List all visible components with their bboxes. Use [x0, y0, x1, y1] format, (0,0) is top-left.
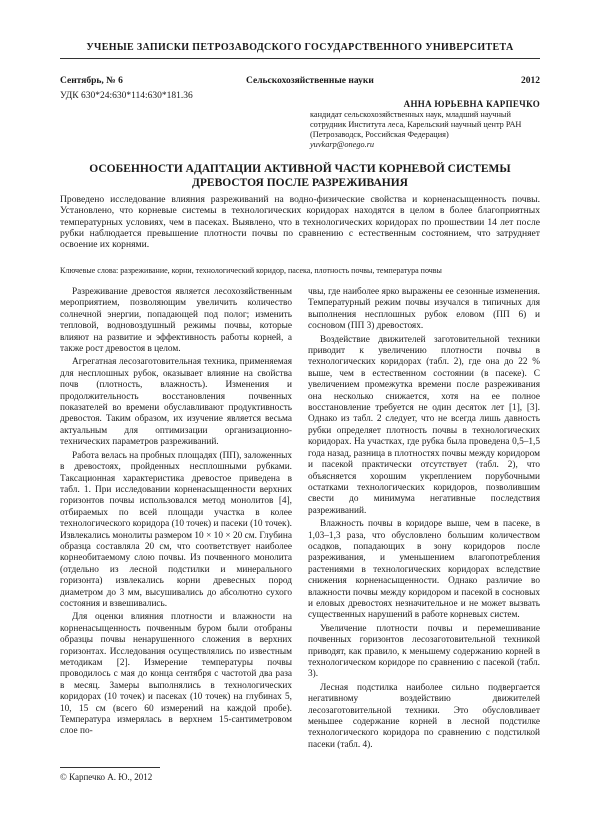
section-label: Сельскохозяйственные науки	[246, 76, 374, 86]
article-title: ОСОБЕННОСТИ АДАПТАЦИИ АКТИВНОЙ ЧАСТИ КОРНЕВОЙ СИСТЕМЫ ДРЕВОСТОЯ ПОСЛЕ РАЗРЕЖИВАНИЯ	[89, 163, 511, 189]
right-column	[308, 287, 540, 753]
paragraph: Разреживание древостоя является лесохозяйственным мероприятием, позволяющим увеличить количество солнечной энергии, попадающей под полог; изменить тепловой, водновоздушный режимы почвы, которые влияют на развитие и эффективность работы корней, а также рост древостоя в целом.	[60, 287, 292, 355]
paragraph: чвы, где наиболее ярко выражены ее сезонные изменения. Температурный режим почвы изучался в типичных для выполнения несплошных рубок еловом (ПП 6) и сосновом (ПП 3) древостоях.	[308, 287, 540, 332]
paragraph: Для оценки влияния плотности и влажности на корненасыщенность почвенным буром были отобраны образцы почвы ненарушенного сложения в верхних горизонтах. Исследования осуществлялись по известным методикам [2]. Измерение температуры почвы проводилось с мая до конца сентября с частотой два раза в месяц. Замеры выполнялись в технологических коридорах (10 точек) и пасеках (10 точек) на глубинах 5, 10, 15 см (всего 60 измерений на каждой пробе). Температура измерялась в верхнем 15-сантиметровом слое по-	[60, 612, 292, 737]
footnote-rule	[60, 767, 160, 768]
author-email: yuvkarp@onego.ru	[310, 140, 375, 149]
issue-meta	[60, 76, 540, 88]
header-rule	[60, 58, 540, 59]
paragraph: Увеличение плотности почвы и перемешивание почвенных горизонтов лесозаготовительной техникой приводят, как правило, к меньшему содержанию корней в технологическом коридоре по сравнению с пасекой (табл. 3).	[308, 623, 540, 680]
author-block	[310, 99, 540, 150]
journal-title: УЧЕНЫЕ ЗАПИСКИ ПЕТРОЗАВОДСКОГО ГОСУДАРСТВЕННОГО УНИВЕРСИТЕТА	[86, 42, 514, 53]
paragraph: Лесная подстилка наиболее сильно подвергается негативному воздействию движителей лесозаготовительной техники. Это обусловливает меньшее содержание корней в лесной подстилке технологического коридора по сравнению с подстилкой пасеки (табл. 4).	[308, 682, 540, 750]
left-column	[60, 287, 292, 740]
keywords: Ключевые слова: разреживание, корни, технологический коридор, пасека, плотность почвы, температура почвы	[60, 266, 442, 275]
udk-code: УДК 630*24:630*114:630*181.36	[60, 91, 193, 101]
paragraph: Агрегатная лесозаготовительная техника, применяемая для несплошных рубок, оказывает влияние на свойства почв (плотность, влажность). Изменения и продолжительность восстановления почвенных показателей во времени обуславливают продуктивность древостоя. Таким образом, их изучение является весьма актуальным для оптимизации организационно-технических параметров разреживаний.	[60, 357, 292, 448]
year-label: 2012	[521, 76, 540, 86]
abstract: Проведено исследование влияния разреживаний на водно-физические свойства и корненасыщенность почвы. Установлено, что корневые системы в технологических коридорах находятся в целом в более благоприятных температурных условиях, чем в пасеках. Выявлено, что в технологических коридорах по прошествии 14 лет после рубки наблюдается превышение плотности почвы по сравнению с естественным состоянием, что затрудняет освоение их корнями.	[60, 194, 540, 251]
author-name: АННА ЮРЬЕВНА КАРПЕЧКО	[403, 99, 540, 109]
paragraph: Влажность почвы в коридоре выше, чем в пасеке, в 1,03–1,3 раза, что обусловлено большим количеством осадков, попадающих в зону коридоров после разреживания, и уменьшением влагопотребления растениями в технологических коридорах вследствие снижения корненасыщенности. Однако различие во влажности почвы между коридором и пасекой в сосновых и еловых древостоях незначительное и не может вызвать существенных нарушений в работе корневых систем.	[308, 519, 540, 621]
paragraph: Работа велась на пробных площадях (ПП), заложенных в древостоях, пройденных несплошными рубками. Таксационная характеристика древостое приведена в табл. 1. При исследовании корненасыщенности верхних горизонтов почвы использовался метод монолитов [4], отбираемых по всей площади участка в колее технологического коридора (10 точек) и пасеки (10 точек). Извлекались монолиты размером 10 × 10 × 20 см. Глубина образца составляла 20 см, что соответствует наиболее корнеобитаемому слою почвы. Из почвенного монолита (отдельно из лесной подстилки и минерального горизонта) извлекались корни древесных пород диаметром до 3 мм, высушивались до абсолютно сухого состояния и взвешивались.	[60, 450, 292, 609]
copyright: © Карпечко А. Ю., 2012	[60, 772, 153, 782]
author-affiliation: кандидат сельскохозяйственных наук, младший научный сотрудник Института леса, Карельский научный центр РАН (Петрозаводск, Российская Федерация)	[310, 110, 522, 139]
issue-label: Сентябрь, № 6	[60, 76, 123, 86]
paragraph: Воздействие движителей заготовительной техники приводит к увеличению плотности почвы в технологических коридорах (табл. 2), где она до 22 % выше, чем в естественном состоянии (в пасеке). С увеличением промежутка времени после разреживания она несколько снижается, хотя на ее полное восстановление требуется не один десяток лет [1], [3]. Однако из табл. 2 следует, что не всегда лишь давность рубки определяет плотность почвы в технологических коридорах. На участках, где рубка была проведена 0,5–1,5 года назад, разница в плотностях почвы между коридором и пасекой практически отсутствует (табл. 2), что объясняется хорошим укреплением порубочными остатками технологических коридоров, позволившим свести до минимума негативные последствия разреживаний.	[308, 334, 540, 516]
